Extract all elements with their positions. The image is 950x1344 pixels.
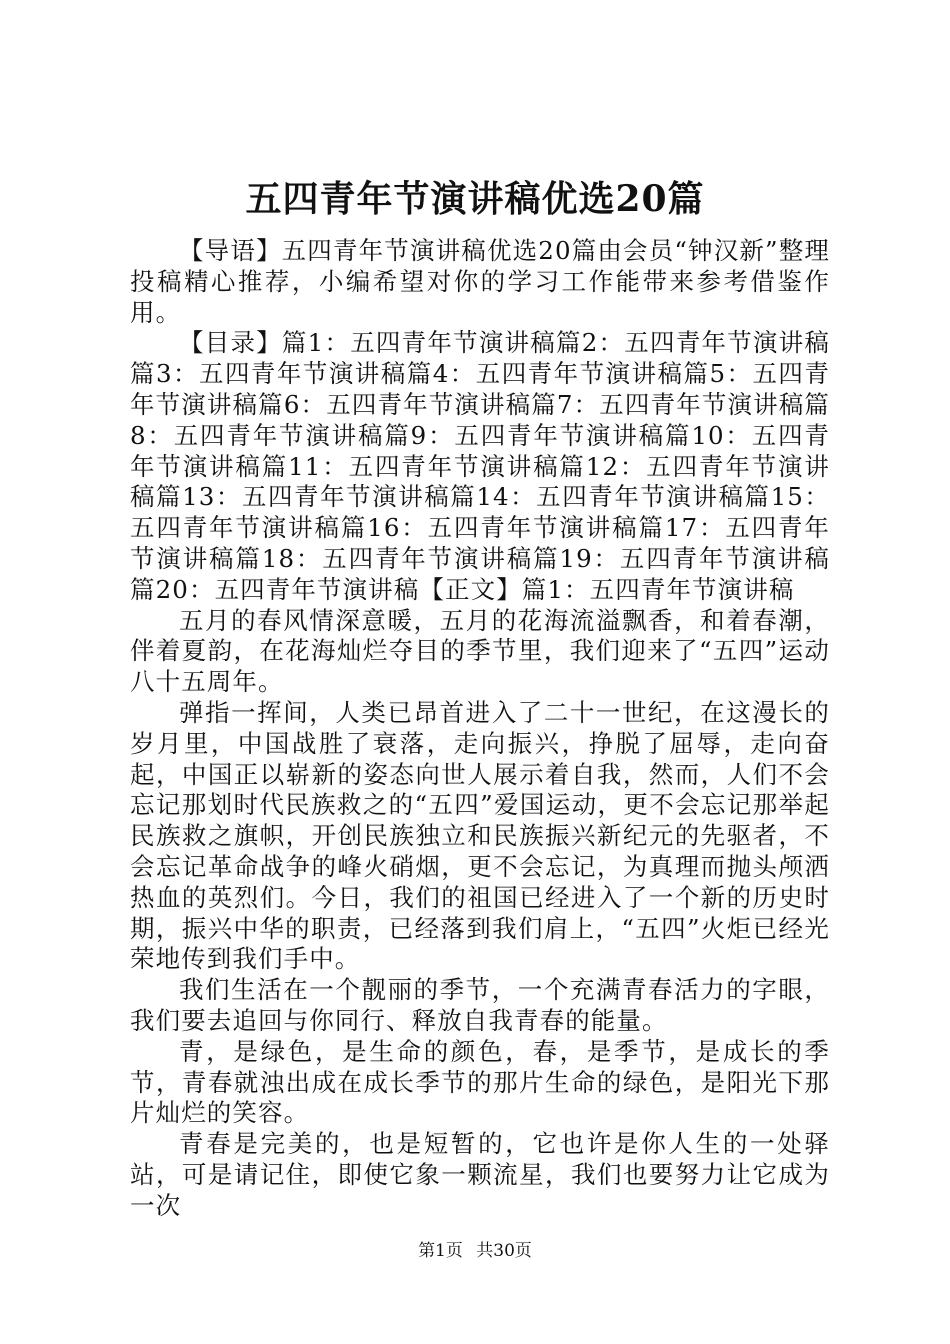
- page-number: 第1页: [418, 1241, 463, 1261]
- document-body: [130, 236, 830, 1222]
- body-paragraph: 青春是完美的，也是短暂的，它也许是你人生的一处驿站，可是请记住，即使它象一颗流星，我们也要努力让它成为一次: [130, 1129, 830, 1220]
- page-total: 共30页: [476, 1241, 532, 1261]
- body-paragraph: 我们生活在一个靓丽的季节，一个充满青春活力的字眼，我们要去追回与你同行、释放自我青春的能量。: [130, 975, 830, 1035]
- page-footer: [0, 1241, 950, 1261]
- document-title: 五四青年节演讲稿优选20篇: [245, 178, 705, 220]
- body-paragraph: 五月的春风情深意暖，五月的花海流溢飘香，和着春潮，伴着夏韵，在花海灿烂夺目的季节里，我们迎来了“五四”运动八十五周年。: [130, 605, 830, 697]
- body-paragraph: 弹指一挥间，人类已昂首进入了二十一世纪，在这漫长的岁月里，中国战胜了衰落，走向振兴，挣脱了屈辱，走向奋起，中国正以崭新的姿态向世人展示着自我，然而，人们不会忘记那划时代民族救之的“五四”爱国运动，更不会忘记那举起民族救之旗帜，开创民族独立和民族振兴新纪元的先驱者，不会忘记革命战争的峰火硝烟，更不会忘记，为真理而抛头颅洒热血的英烈们。今日，我们的祖国已经进入了一个新的历史时期，振兴中华的职责，已经落到我们肩上，“五四”火炬已经光荣地传到我们手中。: [130, 697, 830, 974]
- intro-paragraph: 【导语】五四青年节演讲稿优选20篇由会员“钟汉新”整理投稿精心推荐，小编希望对你的学习工作能带来参考借鉴作用。: [130, 236, 830, 327]
- contents-paragraph: 【目录】篇1：五四青年节演讲稿篇2：五四青年节演讲稿篇3：五四青年节演讲稿篇4：五四青年节演讲稿篇5：五四青年节演讲稿篇6：五四青年节演讲稿篇7：五四青年节演讲稿篇8：五四青年节演讲稿篇9：五四青年节演讲稿篇10：五四青年节演讲稿篇11：五四青年节演讲稿篇12：五四青年节演讲稿篇13：五四青年节演讲稿篇14：五四青年节演讲稿篇15：五四青年节演讲稿篇16：五四青年节演讲稿篇17：五四青年节演讲稿篇18：五四青年节演讲稿篇19：五四青年节演讲稿篇20：五四青年节演讲稿【正文】篇1：五四青年节演讲稿: [130, 328, 830, 604]
- body-paragraph: 青，是绿色，是生命的颜色，春，是季节，是成长的季节，青春就浊出成在成长季节的那片生命的绿色，是阳光下那片灿烂的笑容。: [130, 1036, 830, 1128]
